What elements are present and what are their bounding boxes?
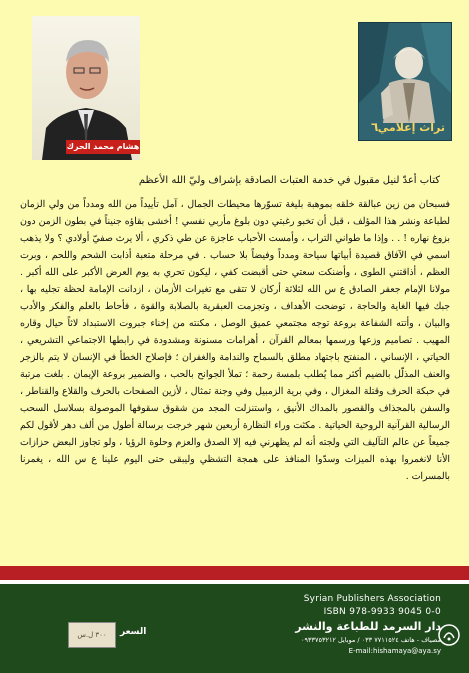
footer (0, 584, 469, 673)
author-photo (32, 16, 140, 160)
book-cover-thumbnail (358, 22, 452, 141)
book-series-label: تراث إعلامي (377, 121, 445, 134)
body-text: فسبحان من زين عبالقة خلقه بموهبة بليغة تسوّرها محيطات الجمال ، آمل تأييداً من الله ومدداً من ولي الزمان لطباعة ونشر هذا المؤلف ، قبل أن تخبو رغبتي دون بلوغ مأربي نفسي ! أخشى بقاؤه جنيناً في بطون الزمن دون بزوغ نهاره ! . . وإذا ما طواني التراب ، وأمست الأحباب عاجزة عن طي ذكري ، ألا يرث صفيّ أولادي ؟ ولا يذهب اسمي في الآفاق قصيدة أبياتها سياحة ومدداً وفيضاً بلا حساب . في مرحلة متعبة أذابت الشحم واللحم ، وبرت العظم ، أذاقتني الطوى ، وأضنكت سعتي حتى أقبضت كفي ، ليكون تحري به يوم العرض الأكبر على الله أكبر . مولانا الإمام جعفر الصادق ع س الله لثلاثة أركان لا تتقى مع تغيرات الأزمان ، ازدانت الإمامة لحظة تجليه بها ، جبك فيها الغاية والحاجة ، توضحت الأهداف ، وتجزمت العبقرية بالصلابة والقوة ، فأحاط بالعلم والفكر والأدب والبيان ، وأتته الشفاعة بروعة توجه مجتمعي عميق الوصل ، مكنته من إخناء جبروت الاستبداد لاثاً حيال وقاره المهيب . تصاميم وزعها ورسمها بمعالم القرآن ، أهرامات مسنونة ومشدودة في رابطها الاجتماعي التشريعي ، الحياتي ، الإنساني ، المنفتح باجتهاد مطلق بالسماح والندامة والغفران ؛ فإصلاح الخطأ في الإنسان لا يتم بالزجر والعنف المذلّل بالضيم أكثر مما يُطلب بلمسة رحمة ؛ تملأ الجوانح بالحب ، والضمير بروعة الإيمان . بلغت مرتبة في حبكة الحرف وقتلة المغزال ، وفي برية الزمبيل وفي وجنة تمثال ، لأزين الصفحات بالحرف والقلاع والقناطر ، والسفن بالمجذاف والقصور بالمداك الأنيق ، واستنزلت المجد من شقوق سقوفها الموصولة بسلاسل السحب الرسالية القرآنية الروحية الحياتية . مكثت وراء النظارة أربعين شهر خرجت برسالة أطول من ألف دهر لأقول لكم جميعاً عن عالم التآليف التي ولجته أنه لم يظهرني فيه إلا الصدق والعزم وحلوة الرؤيا ، ولو تجاوز البعض حزازات الأنا لانغمروا بهذه الميزات وسدّوا المنافذ على همجة التشظي وليبقى حتى اليوم علينا ع س الله ، يغمرنا بالمسرات . (20, 199, 450, 482)
publisher-email: E-mail:hishamaya@aya.sy (348, 647, 441, 655)
price-tag: ٣٠٠ ل.س (68, 622, 116, 648)
publisher-contact: مصياف - هاتف ٧٧١١٥٢٤ ٠٣٣ / موبايل ٠٩٣٣٧٥٣٢١٢ (301, 636, 441, 644)
red-stripe (0, 566, 469, 580)
author-portrait-graphic (32, 16, 140, 160)
publisher-logo-icon (438, 624, 460, 646)
publisher-name: دار السرمد للطباعة والنشر (295, 620, 441, 633)
author-name: هشام محمد الحرك (66, 140, 140, 154)
isbn: ISBN 978-9933 9045 0-0 (323, 607, 441, 617)
price-label: السعر (120, 627, 147, 637)
title-line: كتاب أعدّ لنيل مقبول في خدمة العتبات الصادقة بإشراف وليّ الله الأعظم (138, 175, 440, 186)
book-number: ٦ (371, 120, 379, 134)
publisher-association: Syrian Publishers Association (303, 594, 441, 604)
